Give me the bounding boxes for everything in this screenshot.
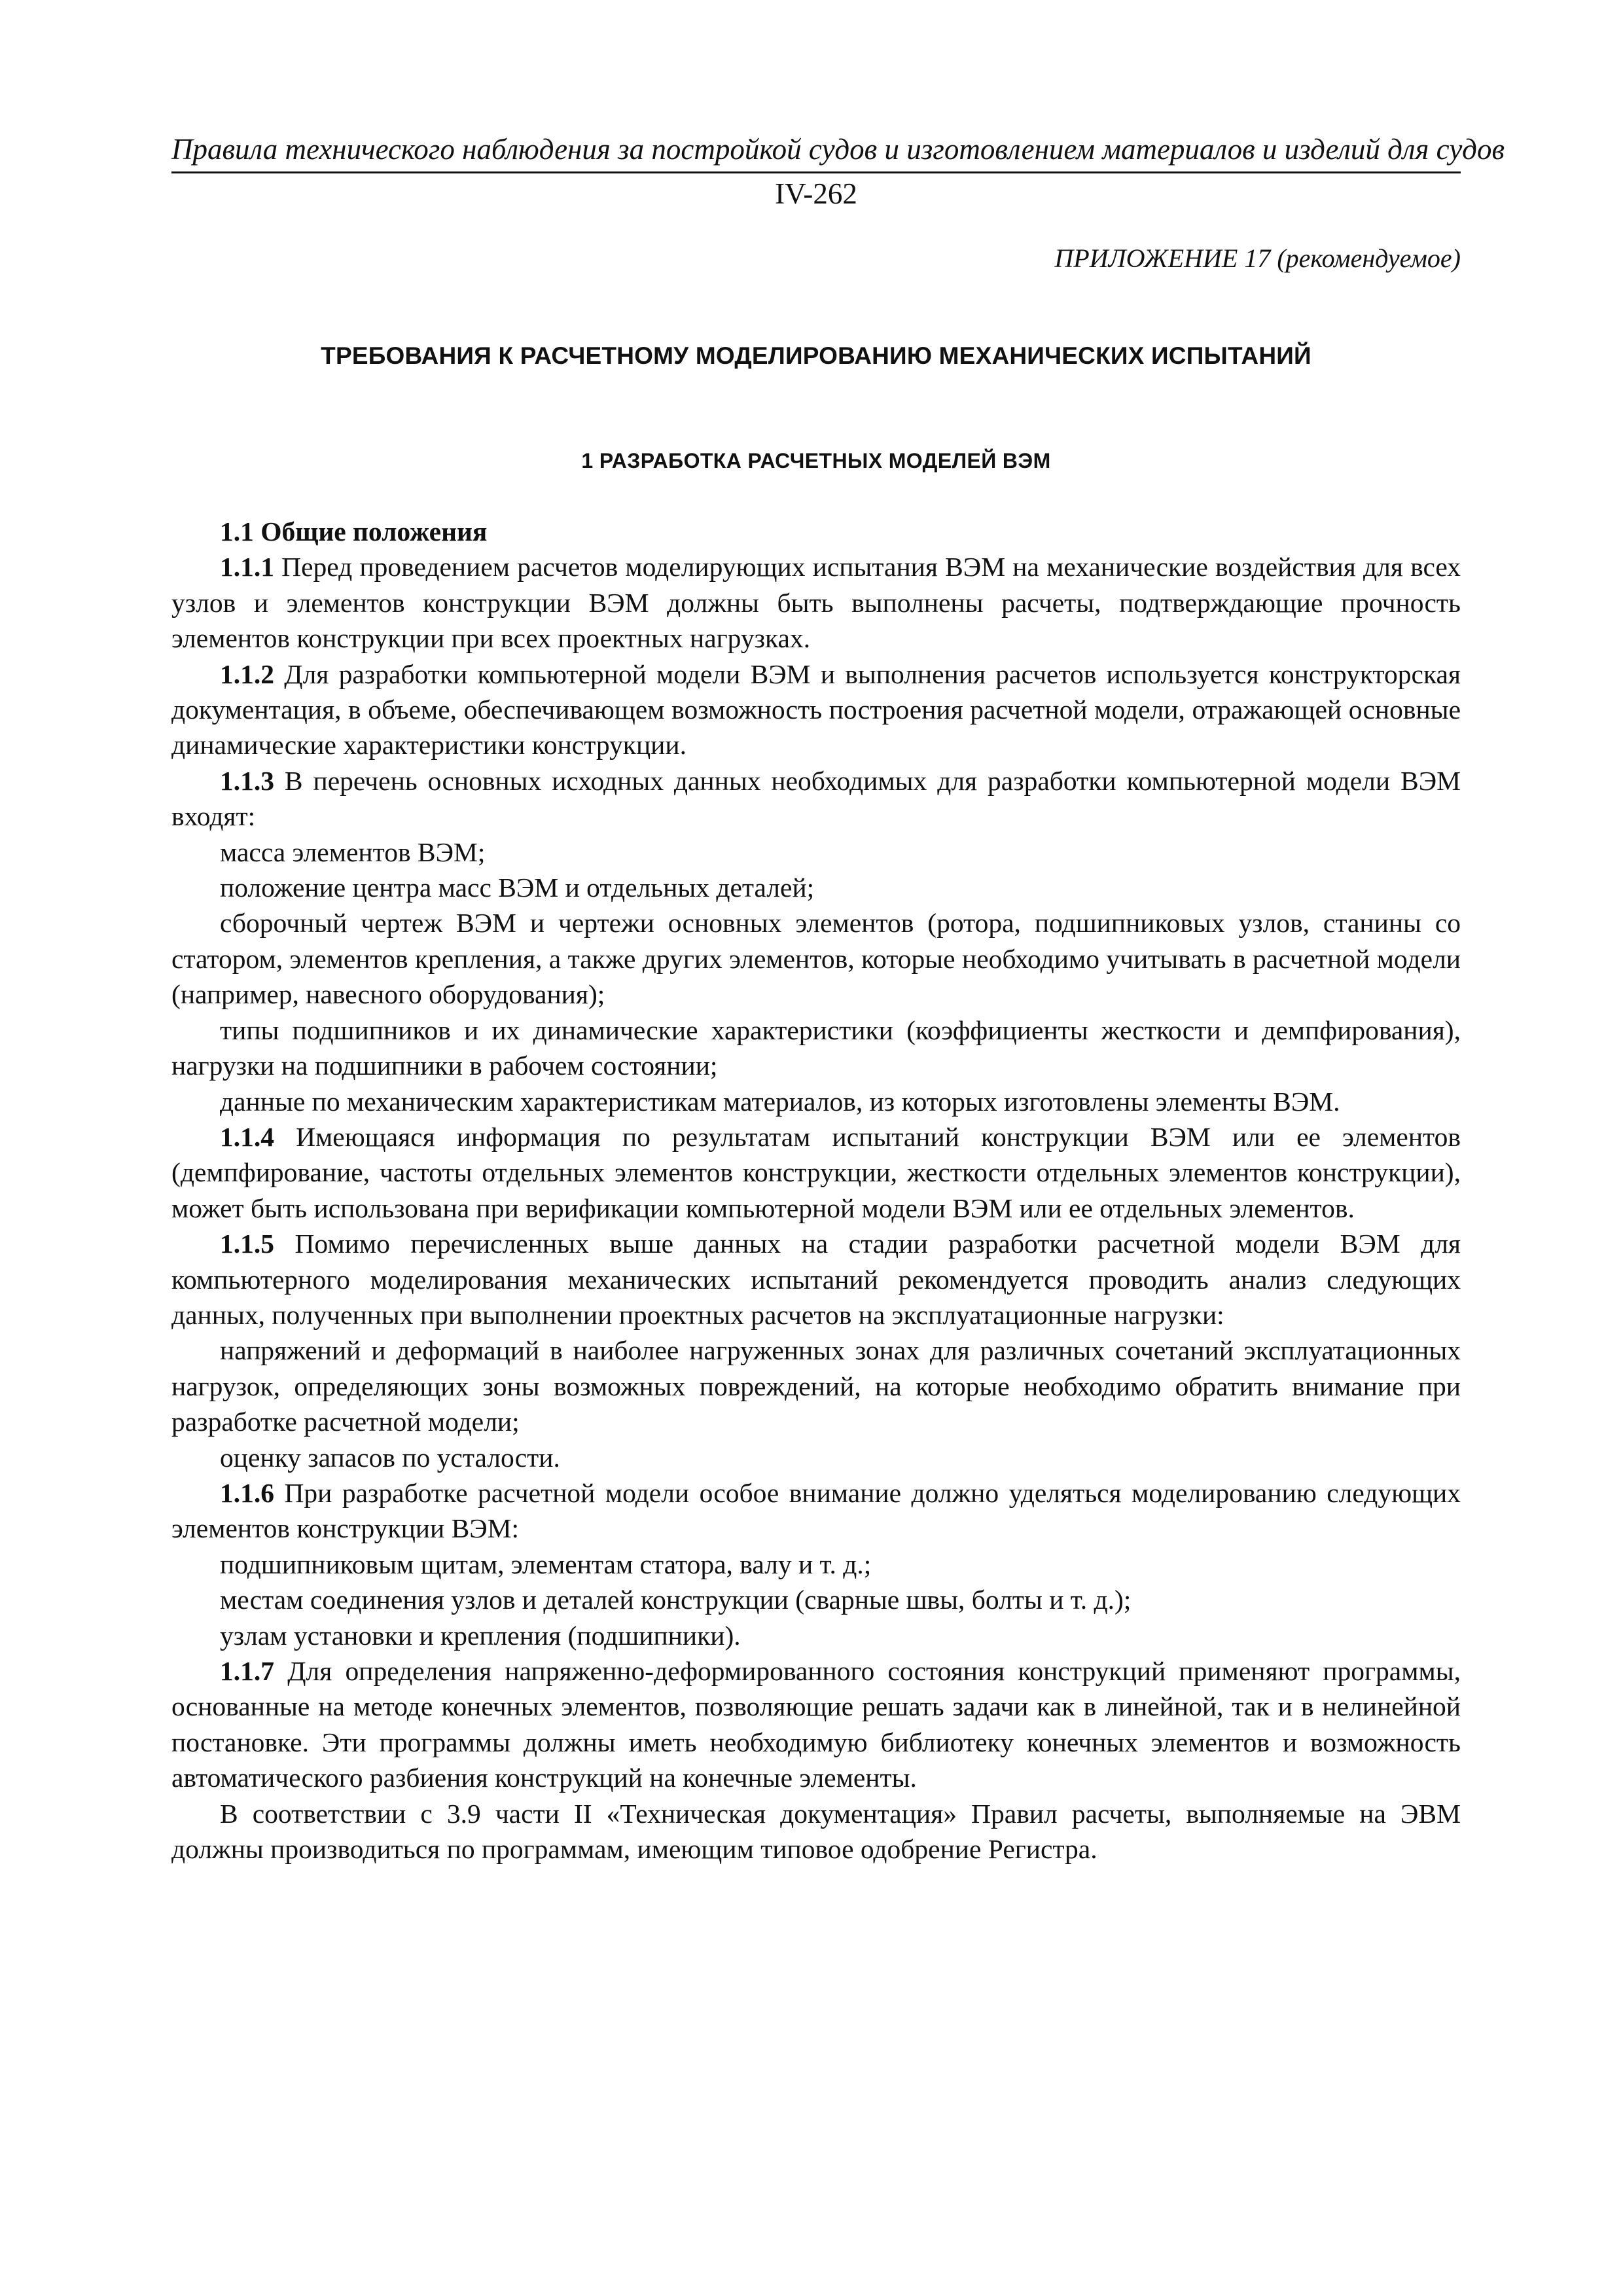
clause-number: 1.1.1 bbox=[220, 552, 274, 583]
paragraph-1-1-5 bbox=[171, 1226, 1461, 1333]
list-item: сборочный чертеж ВЭМ и чертежи основных элементов (ротора, подшипниковых узлов, станины со статором, элементов крепления, а также других элементов, которые необходимо учитывать в расчетной модели (например, навесного оборудования); bbox=[171, 908, 1461, 1010]
clause-number: 1.1.6 bbox=[220, 1477, 274, 1508]
body-text bbox=[171, 514, 1461, 1867]
list-item: положение центра масс ВЭМ и отдельных деталей; bbox=[220, 872, 815, 903]
document-page bbox=[171, 131, 1505, 1867]
paragraph-1-1-4 bbox=[171, 1119, 1461, 1226]
paragraph-text: Для определения напряженно-деформированного состояния конструкций применяют программы, основанные на методе конечных элементов, позволяющие решать задачи как в линейной, так и в нелинейной постановке. Эти программы должны иметь необходимую библиотеку конечных элементов и возможность автоматического разбиения конструкций на конечные элементы. bbox=[171, 1656, 1461, 1793]
paragraph-text: Имеющаяся информация по результатам испытаний конструкции ВЭМ или ее элементов (демпфирование, частоты отдельных элементов конструкции, жесткости отдельных элементов конструкции), может быть использована при верификации компьютерной модели ВЭМ или ее отдельных элементов. bbox=[171, 1121, 1461, 1223]
list-item: масса элементов ВЭМ; bbox=[220, 836, 486, 867]
clause-number: 1.1.4 bbox=[220, 1121, 274, 1152]
paragraph-text: При разработке расчетной модели особое внимание должно уделяться моделированию следующих элементов конструкции ВЭМ: bbox=[171, 1477, 1461, 1544]
paragraph-1-1-3 bbox=[171, 763, 1461, 834]
paragraph-text: Для разработки компьютерной модели ВЭМ и выполнения расчетов используется конструкторская документация, в объеме, обеспечивающем возможность построения расчетной модели, отражающей основные динамические характеристики конструкции. bbox=[171, 658, 1461, 761]
clause-number: 1.1.7 bbox=[220, 1656, 274, 1686]
list-item: оценку запасов по усталости. bbox=[220, 1442, 560, 1473]
paragraph-1-1-7 bbox=[171, 1653, 1461, 1796]
list-item: местам соединения узлов и деталей конструкции (сварные швы, болты и т. д.); bbox=[220, 1585, 1132, 1615]
paragraph-text: В перечень основных исходных данных необходимых для разработки компьютерной модели ВЭМ входят: bbox=[171, 765, 1461, 832]
clause-number: 1.1.2 bbox=[220, 658, 274, 689]
clause-number: 1.1.5 bbox=[220, 1229, 274, 1259]
section-title: 1 РАЗРАБОТКА РАСЧЕТНЫХ МОДЕЛЕЙ ВЭМ bbox=[581, 449, 1051, 473]
paragraph-1-1-2 bbox=[171, 656, 1461, 763]
list-item: типы подшипников и их динамические характеристики (коэффициенты жесткости и демпфирования), нагрузки на подшипники в рабочем состоянии; bbox=[171, 1014, 1461, 1081]
paragraph-1-1-1 bbox=[171, 549, 1461, 656]
paragraph-1-1-6 bbox=[171, 1475, 1461, 1547]
list-item: напряжений и деформаций в наиболее нагруженных зонах для различных сочетаний эксплуатационных нагрузок, определяющих зоны возможных повреждений, на которые необходимо обратить внимание при разработке расчетной модели; bbox=[171, 1335, 1461, 1437]
paragraph-text: Помимо перечисленных выше данных на стадии разработки расчетной модели ВЭМ для компьютерного моделирования механических испытаний рекомендуется проводить анализ следующих данных, полученных при выполнении проектных расчетов на эксплуатационные нагрузки: bbox=[171, 1229, 1461, 1330]
list-item: данные по механическим характеристикам материалов, из которых изготовлены элементы ВЭМ. bbox=[220, 1086, 1340, 1117]
clause-number: 1.1.3 bbox=[220, 765, 274, 796]
subsection-title: 1.1 Общие положения bbox=[220, 516, 488, 547]
appendix-label: ПРИЛОЖЕНИЕ 17 (рекомендуемое) bbox=[1054, 243, 1461, 273]
document-title: ТРЕБОВАНИЯ К РАСЧЕТНОМУ МОДЕЛИРОВАНИЮ МЕХАНИЧЕСКИХ ИСПЫТАНИЙ bbox=[321, 342, 1311, 369]
list-item: узлам установки и крепления (подшипники). bbox=[220, 1620, 741, 1651]
paragraph-text: Перед проведением расчетов моделирующих испытания ВЭМ на механические воздействия для всех узлов и элементов конструкции ВЭМ должны быть выполнены расчеты, подтверждающие прочность элементов конструкции при всех проектных нагрузках. bbox=[171, 552, 1461, 654]
running-header: Правила технического наблюдения за постройкой судов и изготовлением материалов и изделий для судов bbox=[171, 133, 1505, 166]
closing-paragraph: В соответствии с 3.9 части II «Техническая документация» Правил расчеты, выполняемые на ЭВМ должны производиться по программам, имеющим типовое одобрение Регистра. bbox=[171, 1798, 1461, 1865]
list-item: подшипниковым щитам, элементам статора, валу и т. д.; bbox=[220, 1549, 872, 1579]
page-number: IV-262 bbox=[775, 177, 857, 210]
